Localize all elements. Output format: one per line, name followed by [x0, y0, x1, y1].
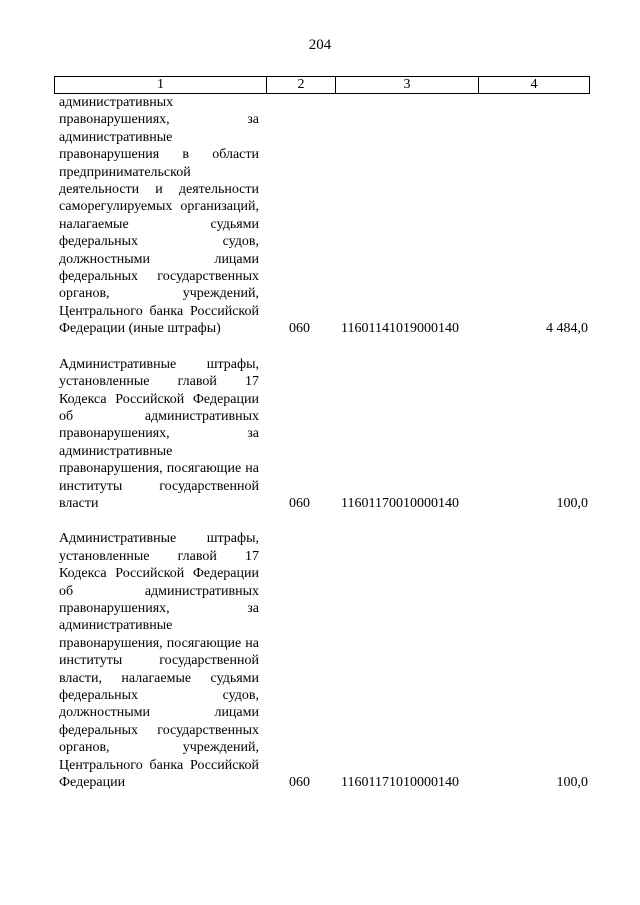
row-description: Административные штрафы, установленные главой 17 Кодекса Российской Федерации об административных правонарушениях, за административные правонарушения, посягающие на институты государственной власти, налагаемые судьями федеральных судов, должностными лицами федеральных государственных органов, учреждений, Центрального банка Российской Федерации	[59, 531, 259, 791]
row-amount: 4 484,0	[546, 321, 588, 337]
row-description: Административные штрафы, установленные главой 17 Кодекса Российской Федерации об административных правонарушениях, за административные правонарушения, посягающие на институты государственной власти	[59, 356, 259, 511]
row-description: административных правонарушениях, за административные правонарушения в области предпринимательской деятельности и деятельности саморегулируемых организаций, налагаемые судьями федеральных судов, должностными лицами федеральных государственных органов, учреждений, Центрального банка Российской Федерации (иные штрафы)	[59, 95, 259, 337]
column-header-1: 1	[55, 77, 267, 94]
row-admin-code: 060	[289, 495, 310, 511]
table-row	[0, 530, 640, 791]
column-header-row	[55, 77, 590, 94]
page-number: 204	[308, 37, 332, 53]
column-header-3: 3	[336, 77, 479, 94]
row-budget-code: 11601170010000140	[341, 495, 459, 511]
column-header-4: 4	[479, 77, 590, 94]
row-admin-code: 060	[289, 321, 310, 337]
row-amount: 100,0	[556, 495, 588, 511]
table-body	[0, 94, 640, 809]
row-admin-code: 060	[289, 775, 310, 791]
row-budget-code: 11601171010000140	[341, 775, 459, 791]
column-header-table	[54, 76, 590, 94]
table-row	[0, 356, 640, 513]
column-header-2: 2	[267, 77, 336, 94]
row-budget-code: 11601141019000140	[341, 321, 459, 337]
row-amount: 100,0	[556, 775, 588, 791]
table-row	[0, 94, 640, 338]
